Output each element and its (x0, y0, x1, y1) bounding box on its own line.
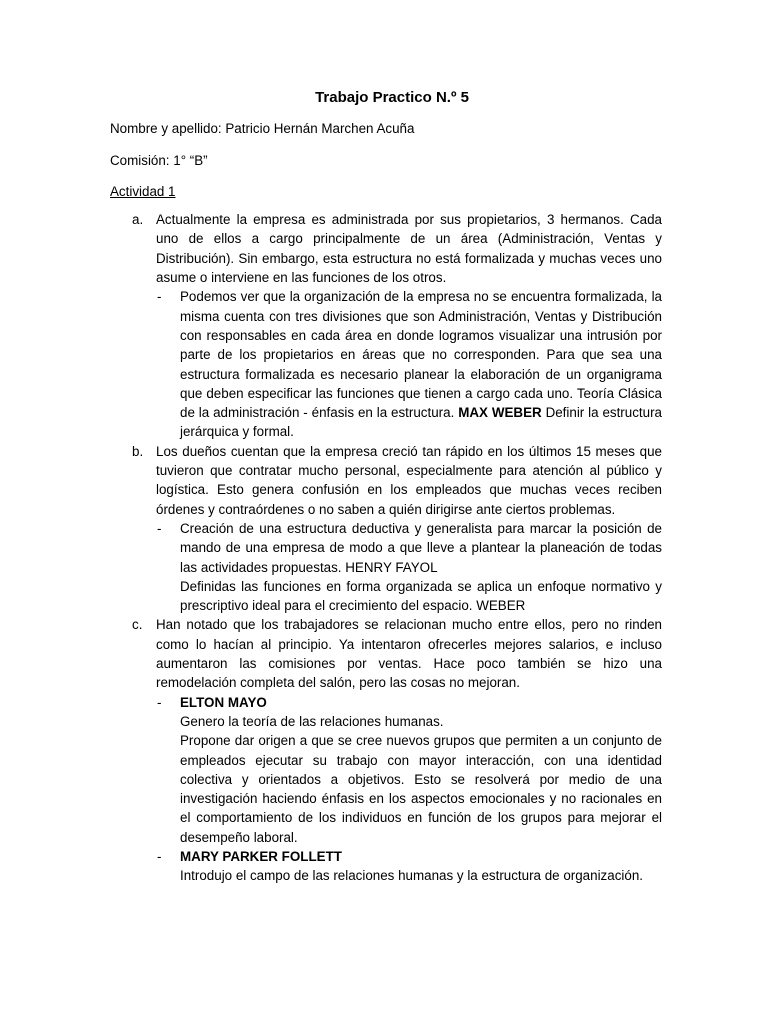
sub-item-a (110, 287, 662, 441)
list-item-b (110, 442, 662, 519)
item-marker: a. (132, 212, 144, 228)
item-text: Han notado que los trabajadores se relacionan mucho entre ellos, pero no rinden como lo hacían al principio. Ya intentaron ofrecerles mejores salarios, e incluso aumentaron las comisiones por ventas. Hace poco también se hizo una remodelación completa del salón, pero las cosas no mejoran. (156, 617, 662, 691)
document-title: Trabajo Practico N.º 5 (315, 89, 469, 106)
dash-marker: - (157, 289, 162, 305)
commission-line: Comisión: 1° “B” (110, 152, 208, 168)
author-name: ELTON MAYO (180, 694, 267, 710)
name-line: Nombre y apellido: Patricio Hernán Marchen Acuña (110, 121, 415, 137)
sub-item-c2 (110, 847, 662, 866)
dash-marker: - (157, 520, 162, 536)
item-marker: c. (132, 617, 143, 633)
list-item-a (110, 210, 662, 287)
sub-item-b (110, 519, 662, 577)
sub-item-continuation: Introdujo el campo de las relaciones humanas y la estructura de organización. (180, 868, 643, 884)
list-item-c (110, 615, 662, 692)
item-text: Los dueños cuentan que la empresa creció tan rápido en los últimos 15 meses que tuvieron que contratar mucho personal, especialmente para atención al público y logística. Esto genera confusión en los empleados que muchas veces reciben órdenes y contraórdenes o no saben a quién dirigirse ante ciertos problemas. (156, 443, 662, 517)
dash-marker: - (157, 848, 162, 864)
item-marker: b. (132, 443, 144, 459)
sub-item-text: Creación de una estructura deductiva y generalista para marcar la posición de mando de una empresa de modo a que lleve a plantear la planeación de todas las actividades propuestas. HENRY FAYOL (180, 520, 662, 575)
author-name: MAX WEBER (458, 405, 542, 421)
sub-text-pre: Podemos ver que la organización de la empresa no se encuentra formalizada, la misma cuenta con tres divisiones que son Administración, Ventas y Distribución con responsables en cada área en donde logramos visualizar una intrusión por parte de los propietarios en áreas que no corresponden. Para que sea una estructura formalizada es necesario planear la elaboración de un organigrama que deben especificar las funciones que tienen a cargo cada uno. Teoría Clásica de la administración - énfasis en la estructura. (180, 289, 662, 421)
dash-marker: - (157, 694, 162, 710)
sub-item-c1 (110, 693, 662, 712)
item-text: Actualmente la empresa es administrada por sus propietarios, 3 hermanos. Cada uno de ellos a cargo principalmente de un área (Administración, Ventas y Distribución). Sin embargo, esta estructura no está formalizada y muchas veces uno asume o interviene en las funciones de los otros. (156, 212, 662, 286)
sub-item-continuation: Definidas las funciones en forma organizada se aplica un enfoque normativo y prescriptivo ideal para el crecimiento del espacio. WEBER (180, 578, 662, 614)
sub-text-post: Definir la estructura jerárquica y formal. (180, 405, 662, 440)
sub-item-continuation: Genero la teoría de las relaciones humanas. (180, 713, 444, 729)
author-name: MARY PARKER FOLLETT (180, 848, 342, 864)
activity-heading: Actividad 1 (110, 183, 176, 199)
sub-item-continuation: Propone dar origen a que se cree nuevos grupos que permiten a un conjunto de empleados ejecutar su trabajo con mayor interacción, con una identidad colectiva y orientados a objetivos. Esto se resolverá por medio de una investigación haciendo énfasis en los aspectos emocionales y no racionales en el comportamiento de los individuos en función de los grupos para mejorar el desempeño laboral. (180, 733, 662, 845)
sub-item-text (180, 287, 662, 441)
